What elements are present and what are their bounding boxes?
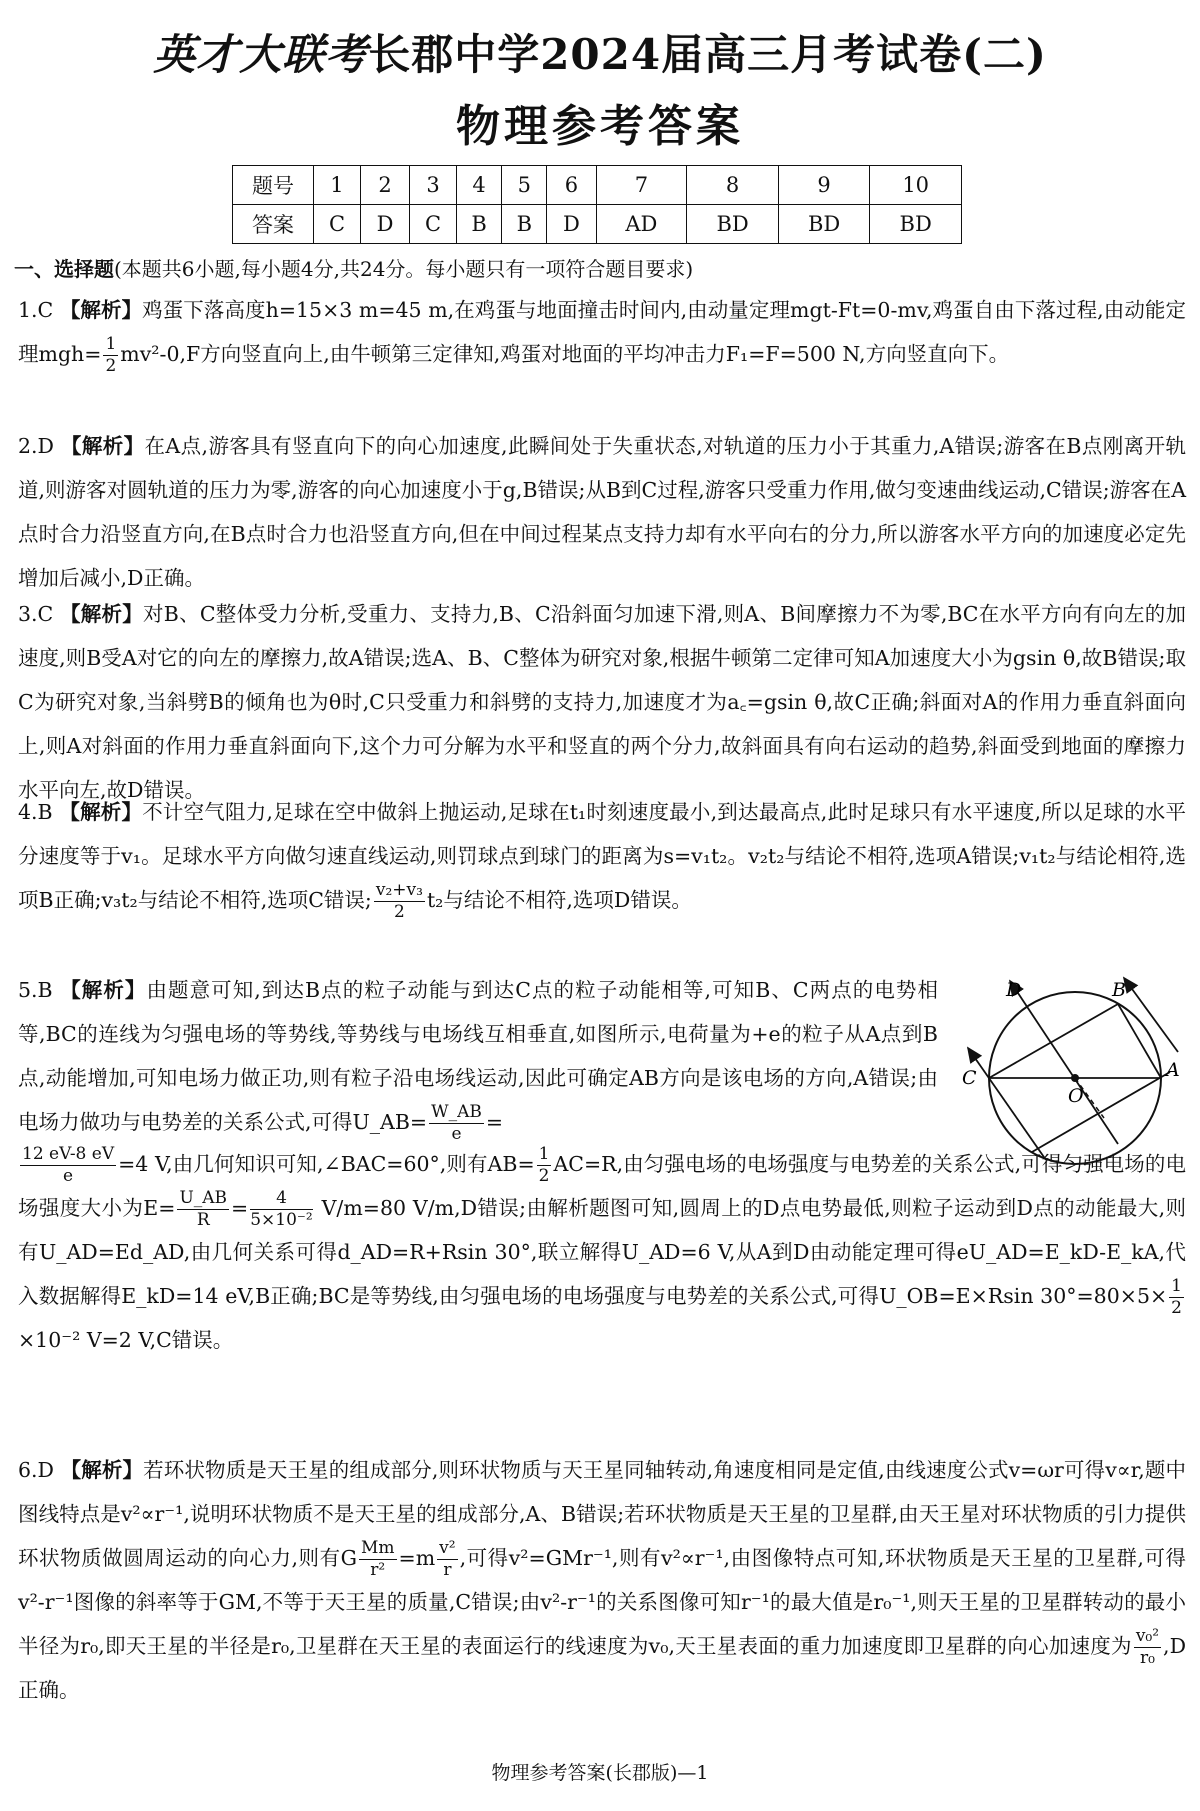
fraction: $\frac{12 eV-8 eV}{e}$ <box>22 1144 115 1186</box>
analysis-tag: 【解析】 <box>60 978 147 1002</box>
answer-cell: C <box>314 205 361 244</box>
question-number-cell: 2 <box>360 166 409 205</box>
question-5-continued <box>18 1142 1186 1362</box>
center-point <box>1071 1074 1079 1082</box>
question-3 <box>18 592 1186 812</box>
equals-sign: =m <box>398 1546 436 1570</box>
analysis-text: 不计空气阻力,足球在空中做斜上抛运动,足球在t₁时刻速度最小,到达最高点,此时足球只有水平速度,所以足球的水平分速度等于v₁。足球水平方向做匀速直线运动,则罚球点到球门的距离为s=v₁t₂。v₂t₂与结论不相符,选项A错误;v₁t₂与结论相符,选项B正确;v₃t₂与结论不相符,选项C错误; <box>18 800 1187 912</box>
analysis-text: AC=R,由匀强电场的电场强度与电势差的关系公式,可得匀强电场的电场强度大小为E= <box>18 1152 1186 1220</box>
question-1 <box>18 288 1186 376</box>
row-label-number: 题号 <box>233 166 314 205</box>
chord-cb <box>989 1004 1118 1078</box>
question-number-cell: 6 <box>547 166 596 205</box>
field-arrow-3 <box>968 1048 1046 1160</box>
question-2 <box>18 424 1186 600</box>
answer-cell: D <box>360 205 409 244</box>
section-heading <box>14 253 693 282</box>
analysis-text: mv²-0,F方向竖直向上,由牛顿第三定律知,鸡蛋对地面的平均冲击力F₁=F=500 N,方向竖直向下。 <box>120 342 1010 366</box>
question-6 <box>18 1448 1186 1712</box>
fraction: $\frac{\text{v₂+v₃}}{2}$ <box>375 880 423 922</box>
answer-cell: C <box>410 205 457 244</box>
fraction-half: $\frac{1}{2}$ <box>538 1144 550 1186</box>
question-4 <box>18 790 1186 922</box>
label-b: B <box>1112 979 1126 1001</box>
row-label-answer: 答案 <box>233 205 314 244</box>
section-note: (本题共6小题,每小题4分,共24分。每小题只有一项符合题目要求) <box>114 257 694 281</box>
analysis-text: 若环状物质是天王星的组成部分,则环状物质与天王星同轴转动,角速度相同是定值,由线速度公式v=ωr可得v∝r,题中图线特点是v²∝r⁻¹,说明环状物质不是天王星的组成部分,A、B错误;若环状物质是天王星的卫星群,由天王星对环状物质的引力提供环状物质做圆周运动的向心力,则有G <box>18 1458 1186 1570</box>
answer-cell: BD <box>778 205 870 244</box>
question-number: 4.B <box>18 800 53 824</box>
analysis-text: =4 V,由几何知识可知,∠BAC=60°,则有AB= <box>118 1152 535 1176</box>
analysis-text: ,可得v²=GMr⁻¹,则有v²∝r⁻¹,由图像特点可知,环状物质是天王星的卫星群,可得v²-r⁻¹图像的斜率等于GM,不等于天王星的质量,C错误;由v²-r⁻¹的关系图像可知r⁻¹的最大值是r₀⁻¹,则天王星的卫星群转动的最小半径为r₀,即天王星的半径是r₀,卫星群在天王星的表面运行的线速度为v₀,天王星表面的重力加速度即卫星群的向心加速度为 <box>18 1546 1186 1658</box>
question-number-cell: 9 <box>778 166 870 205</box>
answer-table <box>232 165 962 244</box>
question-number: 5.B <box>18 978 53 1002</box>
answer-cell: B <box>502 205 547 244</box>
question-number-row <box>233 166 962 205</box>
brand-name: 英才大联考 <box>153 30 369 79</box>
analysis-text: 由题意可知,到达B点的粒子动能与到达C点的粒子动能相等,可知B、C两点的电势相等,BC的连线为匀强电场的等势线,等势线与电场线互相垂直,如图所示,电荷量为+e的粒子从A点到B点,动能增加,可知电场力做正功,则有粒子沿电场线运动,因此可确定AB方向是该电场的方向,A错误;由电场力做功与电势差的关系公式,可得U_AB= <box>18 978 939 1134</box>
electric-field-diagram <box>958 968 1190 1168</box>
field-arrow-1 <box>1010 981 1118 1144</box>
question-number-cell: 5 <box>502 166 547 205</box>
fraction: $\frac{U\_AB}{R}$ <box>179 1188 228 1230</box>
question-number: 2.D <box>18 434 54 458</box>
equals-sign: = <box>231 1196 249 1220</box>
question-number: 1.C <box>18 298 54 322</box>
analysis-tag: 【解析】 <box>60 1458 144 1482</box>
fraction: $\frac{\text{v₀²}}{\text{r₀}}$ <box>1135 1626 1160 1668</box>
fraction: $\frac{W\_AB}{e}$ <box>431 1102 482 1144</box>
question-number-cell: 10 <box>870 166 962 205</box>
question-number-cell: 3 <box>410 166 457 205</box>
question-number-cell: 4 <box>457 166 502 205</box>
analysis-text: 对B、C整体受力分析,受重力、支持力,B、C沿斜面匀加速下滑,则A、B间摩擦力不为零,BC在水平方向有向左的加速度,则B受A对它的向左的摩擦力,故A错误;选A、B、C整体为研究对象,根据牛顿第二定律可知A加速度大小为gsin θ,故B错误;取C为研究对象,当斜劈B的倾角也为θ时,C只受重力和斜劈的支持力,加速度才为a꜀=gsin θ,故C正确;斜面对A的作用力垂直斜面向上,则A对斜面的作用力垂直斜面向下,这个力可分解为水平和竖直的两个分力,故斜面具有向右运动的趋势,斜面受到地面的摩擦力水平向左,故D错误。 <box>18 602 1187 802</box>
fraction: $\frac{4}{\text{5×10⁻²}}$ <box>250 1188 313 1230</box>
analysis-tag: 【解析】 <box>60 602 144 626</box>
analysis-text: ,D正确。 <box>18 1634 1186 1702</box>
question-number-cell: 8 <box>687 166 779 205</box>
fraction-half: $\frac{1}{2}$ <box>1171 1276 1182 1318</box>
analysis-text: 鸡蛋下落高度h=15×3 m=45 m,在鸡蛋与地面撞击时间内,由动量定理mgt-Ft=0-mv,鸡蛋自由下落过程,由动能定理mgh= <box>18 298 1186 366</box>
page-footer: 物理参考答案(长郡版)—1 <box>491 1762 709 1784</box>
analysis-tag: 【解析】 <box>59 298 143 322</box>
answer-cell: AD <box>596 205 687 244</box>
question-number-cell: 1 <box>314 166 361 205</box>
equals-sign: = <box>485 1110 504 1134</box>
answer-cell: BD <box>687 205 779 244</box>
fraction: $\frac{\text{v²}}{r}$ <box>439 1538 456 1580</box>
analysis-text: V/m=80 V/m,D错误;由解析题图可知,圆周上的D点电势最低,则粒子运动到D点的动能最大,则有U_AD=Ed_AD,由几何关系可得d_AD=R+Rsin 30°,联立解得U_AD=6 V,从A到D由动能定理可得eU_AD=E_kD-E_kA,代入数据解得E_kD=14 eV,B正确;BC是等势线,由匀强电场的电场强度与电势差的关系公式,可得U_OB=E×Rsin 30°=80×5× <box>18 1196 1186 1308</box>
answer-row <box>233 205 962 244</box>
label-o: O <box>1068 1085 1084 1107</box>
answer-cell: B <box>457 205 502 244</box>
analysis-text: t₂与结论不相符,选项D错误。 <box>426 888 692 912</box>
question-number-cell: 7 <box>596 166 687 205</box>
exam-name: 长郡中学2024届高三月考试卷(二) <box>368 30 1047 79</box>
page-subtitle: 物理参考答案 <box>456 101 744 152</box>
chord-ab <box>1118 1004 1161 1078</box>
exam-title <box>0 22 1200 82</box>
answer-cell: D <box>547 205 596 244</box>
label-d: D <box>1006 979 1022 1001</box>
answer-cell: BD <box>870 205 962 244</box>
question-number: 3.C <box>18 602 54 626</box>
analysis-text: 在A点,游客具有竖直向下的向心加速度,此瞬间处于失重状态,对轨道的压力小于其重力,A错误;游客在B点刚离开轨道,则游客对圆轨道的压力为零,游客的向心加速度小于g,B错误;从B到C过程,游客只受重力作用,做匀变速曲线运动,C错误;游客在A点时合力沿竖直方向,在B点时合力也沿竖直方向,但在中间过程某点支持力却有水平向右的分力,所以游客水平方向的加速度必定先增加后减小,D正确。 <box>18 434 1186 590</box>
question-5 <box>18 968 938 1144</box>
question-number: 6.D <box>18 1458 54 1482</box>
fraction: $\frac{Mm}{\text{r²}}$ <box>361 1538 395 1580</box>
analysis-tag: 【解析】 <box>59 800 143 824</box>
analysis-tag: 【解析】 <box>60 434 145 458</box>
analysis-text: ×10⁻² V=2 V,C错误。 <box>18 1328 234 1352</box>
fraction-half: $\frac{1}{2}$ <box>105 334 117 376</box>
section-title: 一、选择题 <box>14 257 114 281</box>
label-a: A <box>1166 1059 1180 1081</box>
label-c: C <box>962 1067 977 1089</box>
field-line <box>1032 1072 1170 1152</box>
